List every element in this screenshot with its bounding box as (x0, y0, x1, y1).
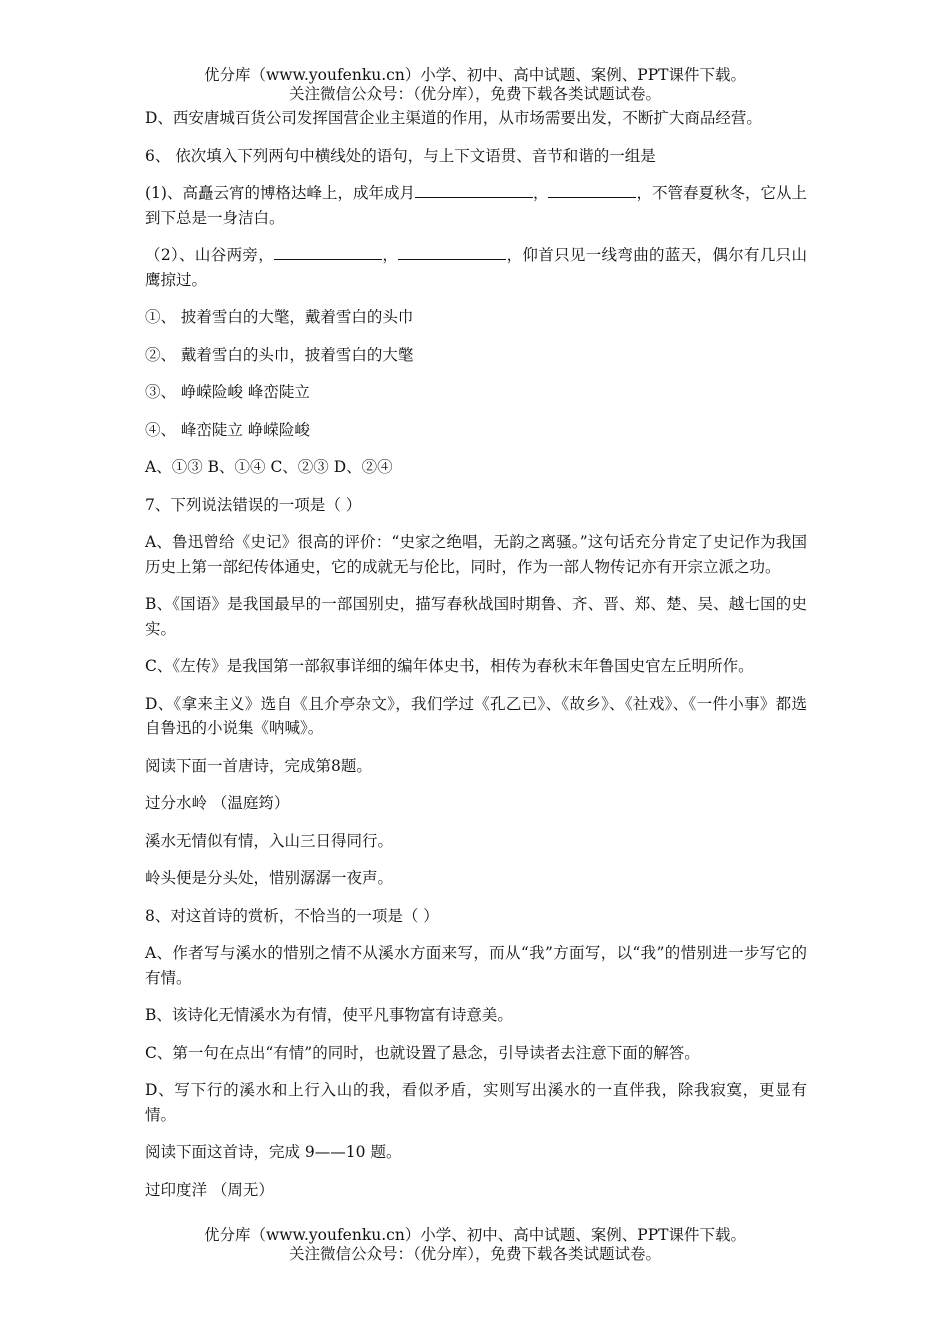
question-8-option-d: D、写下行的溪水和上行入山的我，看似矛盾，实则写出溪水的一直伴我，除我寂寞，更显有情。 (145, 1081, 807, 1124)
poem-1-line-2: 岭头便是分头处，惜别潺潺一夜声。 (145, 869, 394, 887)
header-line-2: 关注微信公众号：（优分库），免费下载各类试题试卷。 (288, 85, 661, 103)
fill-blank (398, 243, 506, 260)
question-7-option-c: C、《左传》是我国第一部叙事详细的编年体史书，相传为春秋末年鲁国史官左丘明所作。 (145, 657, 754, 675)
sentence-1-part-a: (1)、高矗云宵的博格达峰上，成年成月 (145, 184, 415, 202)
question-6-choices: A、①③ B、①④ C、②③ D、②④ (145, 458, 393, 476)
sentence-1-sep: ， (532, 184, 549, 202)
document-body (145, 106, 807, 1215)
page-footer (0, 1226, 950, 1264)
question-8-option-a: A、作者写与溪水的惜别之情不从溪水方面来写，而从“我”方面写，以“我”的惜别进一步写它的有情。 (145, 944, 807, 987)
poem-1-title: 过分水岭 （温庭筠） (145, 794, 290, 812)
question-7-option-b: B、《国语》是我国最早的一部国别史，描写春秋战国时期鲁、齐、晋、郑、楚、吴、越七国的史实。 (145, 595, 807, 638)
sentence-2-sep: ， (382, 246, 399, 264)
question-6-option-4: ④、 峰峦陡立 峥嵘险峻 (145, 420, 310, 439)
question-8-option-b: B、该诗化无情溪水为有情，使平凡事物富有诗意美。 (145, 1006, 513, 1024)
reading-instruction-9-10: 阅读下面这首诗，完成 9——10 题。 (145, 1143, 402, 1161)
question-6-option-2: ②、 戴着雪白的头巾，披着雪白的大氅 (145, 345, 414, 364)
sentence-2-part-a: （2）、山谷两旁， (145, 246, 275, 264)
question-7-title: 7、下列说法错误的一项是（ ） (145, 495, 362, 514)
page-header (0, 66, 950, 104)
footer-line-2: 关注微信公众号：（优分库），免费下载各类试题试卷。 (288, 1245, 661, 1263)
reading-instruction-8: 阅读下面一首唐诗，完成第8题。 (145, 756, 372, 775)
question-8-option-c: C、第一句在点出“有情”的同时，也就设置了悬念，引导读者去注意下面的解答。 (145, 1043, 700, 1062)
question-6-sentence-1 (145, 181, 807, 230)
sentence-2-part-b: ，仰首只见一线弯曲的蓝天，偶尔有几只山鹰掠过。 (145, 246, 807, 289)
fill-blank (548, 181, 636, 198)
footer-line-1: 优分库（www.youfenku.cn）小学、初中、高中试题、案例、PPT课件下载。 (203, 1226, 747, 1244)
question-6-option-1: ①、 披着雪白的大氅，戴着雪白的头巾 (145, 308, 414, 326)
header-line-1: 优分库（www.youfenku.cn）小学、初中、高中试题、案例、PPT课件下载。 (203, 66, 747, 84)
sentence-1-part-b: ，不管春夏秋冬，它从上到下总是一身洁白。 (145, 184, 807, 227)
question-6-title: 6、 依次填入下列两句中横线处的语句，与上下文语贯、音节和谐的一组是 (145, 146, 656, 165)
fill-blank (274, 243, 382, 260)
paragraph-option-d-prev: D、西安唐城百货公司发挥国营企业主渠道的作用，从市场需要出发，不断扩大商品经营。 (145, 109, 762, 127)
question-8-title: 8、对这首诗的赏析，不恰当的一项是（ ） (145, 906, 439, 925)
poem-2-title: 过印度洋 （周无） (145, 1180, 274, 1199)
fill-blank (415, 181, 533, 198)
question-6-option-3: ③、 峥嵘险峻 峰峦陡立 (145, 383, 310, 401)
question-6-sentence-2 (145, 243, 807, 292)
question-7-option-d: D、《拿来主义》选自《且介亭杂文》，我们学过《孔乙已》、《故乡》、《社戏》、《一件小事》都选自鲁迅的小说集《呐喊》。 (145, 694, 807, 737)
poem-1-line-1: 溪水无情似有情，入山三日得同行。 (145, 831, 394, 850)
question-7-option-a: A、鲁迅曾给《史记》很高的评价：“史家之绝唱，无韵之离骚。”这句话充分肯定了史记作为我国历史上第一部纪传体通史，它的成就无与伦比，同时，作为一部人物传记亦有开宗立派之功。 (145, 533, 807, 576)
